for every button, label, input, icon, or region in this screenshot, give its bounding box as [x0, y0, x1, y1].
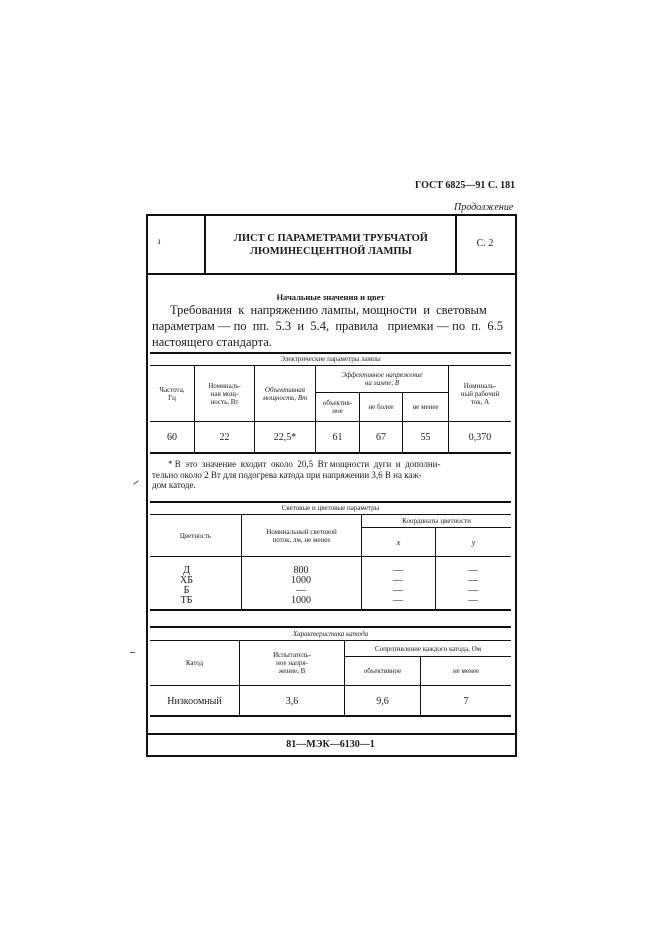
cathode-bottom-rule	[150, 715, 511, 717]
elec-val-current: 0,370	[468, 432, 492, 443]
sheet-title	[206, 232, 456, 258]
cathode-val-notmore: 7	[463, 695, 469, 707]
light-head-flux-1: Номинальный световой	[266, 527, 337, 536]
elec-head-current-1: Номиналь-	[463, 381, 497, 390]
cathode-val-cathode: Низкоомный	[167, 695, 222, 707]
cathode-val-objective: 9,6	[376, 695, 389, 707]
sheet-title-line1: ЛИСТ С ПАРАМЕТРАМИ ТРУБЧАТОЙ	[234, 233, 428, 244]
elec-head-v-obj-2: ное	[332, 407, 343, 415]
light-head-x: x	[396, 537, 401, 547]
elec-head-v-obj-1: объектив-	[322, 399, 353, 407]
elec-head-voltage	[316, 366, 448, 392]
light-cell-y: —	[468, 585, 478, 596]
light-cell-y: —	[468, 575, 478, 586]
elec-head-power-1: Номиналь-	[208, 381, 241, 390]
light-head-color: Цветность	[179, 531, 212, 540]
cathode-head-objective: объективное	[363, 667, 402, 675]
sheet-page-code: С. 2	[476, 238, 494, 249]
light-rows	[150, 566, 511, 606]
elec-head-freq	[150, 366, 194, 421]
elec-head-voltage-2: на лампе, В	[364, 379, 400, 387]
footnote-line3: дом катоде.	[152, 480, 196, 490]
light-caption: Световые и цветовые параметры	[281, 504, 380, 512]
cathode-val-test: 3,6	[285, 695, 299, 707]
scan-mark	[133, 480, 138, 484]
light-header-rule	[150, 556, 511, 557]
elec-head-current	[449, 366, 511, 421]
sheet-title-line2: ЛЮМИНЕСЦЕНТНОЙ ЛАМПЫ	[250, 246, 412, 257]
light-cell-flux: 1000	[291, 575, 311, 586]
elec-head-power-3: ность, Вт	[210, 397, 239, 406]
elec-val-v-obj: 61	[332, 432, 343, 443]
cathode-head-test-3: жение, В	[278, 667, 306, 675]
cathode-head-test-1: Испытатель-	[273, 651, 311, 659]
footer-rule	[146, 733, 515, 735]
elec-head-v-max: не более	[368, 403, 394, 411]
elec-head-current-3: ток, А	[470, 397, 490, 406]
light-cell-y: —	[468, 565, 478, 576]
light-cell-x: —	[393, 575, 403, 586]
continuation-label: Продолжение	[454, 202, 514, 213]
elec-head-freq-1: Частота,	[159, 385, 185, 394]
light-head-coords: Координаты цветности	[402, 517, 471, 525]
elec-val-power: 22	[219, 432, 230, 443]
elec-head-v-min: не менее	[412, 403, 439, 411]
elec-val-objpower: 22,5*	[273, 432, 297, 443]
light-cell-flux: —	[296, 585, 306, 596]
elec-head-power-2: ная мощ-	[210, 389, 239, 398]
cathode-head-test	[240, 641, 344, 685]
light-head-flux-2: поток, лм, не менее	[272, 535, 331, 544]
scan-mark	[130, 652, 135, 653]
light-cell-color: Б	[183, 585, 190, 596]
light-cell-x: —	[393, 595, 403, 606]
intro-line2: параметрам — по пп. 5.3 и 5.4, правила приемки — по п. 6.5	[152, 319, 504, 333]
intro-line1: Требования к напряжению лампы, мощности и световым	[170, 303, 487, 317]
light-cell-x: —	[393, 565, 403, 576]
table-row	[150, 586, 511, 596]
elec-val-freq: 60	[167, 432, 177, 443]
table-row	[150, 566, 511, 576]
table-row	[150, 596, 511, 606]
intro-line3: настоящего стандарта.	[152, 335, 272, 349]
cathode-head-resistance: Сопротивление каждого катода, Ом	[374, 644, 482, 653]
elec-head-current-2: ный рабочий	[460, 389, 500, 398]
elec-caption: Электрические параметры лампы	[280, 355, 381, 363]
elec-head-power	[195, 366, 254, 421]
light-cell-color: ХБ	[180, 575, 193, 586]
light-cell-color: ТБ	[180, 595, 193, 606]
elec-head-objpower-1: Объективная	[264, 385, 306, 394]
elec-val-v-min: 55	[420, 432, 431, 443]
light-head-flux	[242, 515, 361, 556]
elec-head-v-obj	[316, 393, 359, 421]
cathode-caption: Характеристика катода	[292, 629, 369, 638]
footer-code: 81—МЭК—6130—1	[286, 739, 375, 750]
light-cell-color: Д	[183, 565, 190, 576]
elec-head-freq-2: Гц	[168, 393, 176, 402]
footnote-line1: * В это значение входит около 20,5 Вт мощности дуги и дополни-	[168, 459, 441, 469]
elec-val-v-max: 67	[376, 432, 386, 443]
footnote-line2: тельно около 2 Вт для подогрева катода при напряжении 3,6 В на каж-	[152, 470, 422, 480]
light-cell-x: —	[393, 585, 403, 596]
table-row	[150, 576, 511, 586]
cathode-head-notmore: не менее	[452, 667, 480, 675]
light-bottom-rule	[150, 609, 511, 611]
title-bottom-rule	[146, 273, 515, 275]
title-top-rule	[146, 214, 515, 216]
light-cell-flux: 1000	[291, 595, 311, 606]
light-head-y: y	[471, 537, 476, 547]
left-mark: ı	[158, 236, 161, 246]
elec-head-objpower	[255, 366, 315, 421]
page-header: ГОСТ 6825—91 С. 181	[415, 180, 516, 191]
light-cell-y: —	[468, 595, 478, 606]
elec-head-objpower-2: мощность, Вт	[262, 393, 308, 402]
elec-bottom-rule	[150, 452, 511, 454]
cathode-head-cathode: Катод	[185, 659, 204, 667]
elec-head-voltage-1: Эффективное напряжение	[341, 371, 423, 379]
section-title: Начальные значения и цвет	[276, 292, 385, 302]
light-cell-flux: 800	[293, 565, 309, 576]
cathode-head-test-2: ное напря-	[276, 659, 308, 667]
